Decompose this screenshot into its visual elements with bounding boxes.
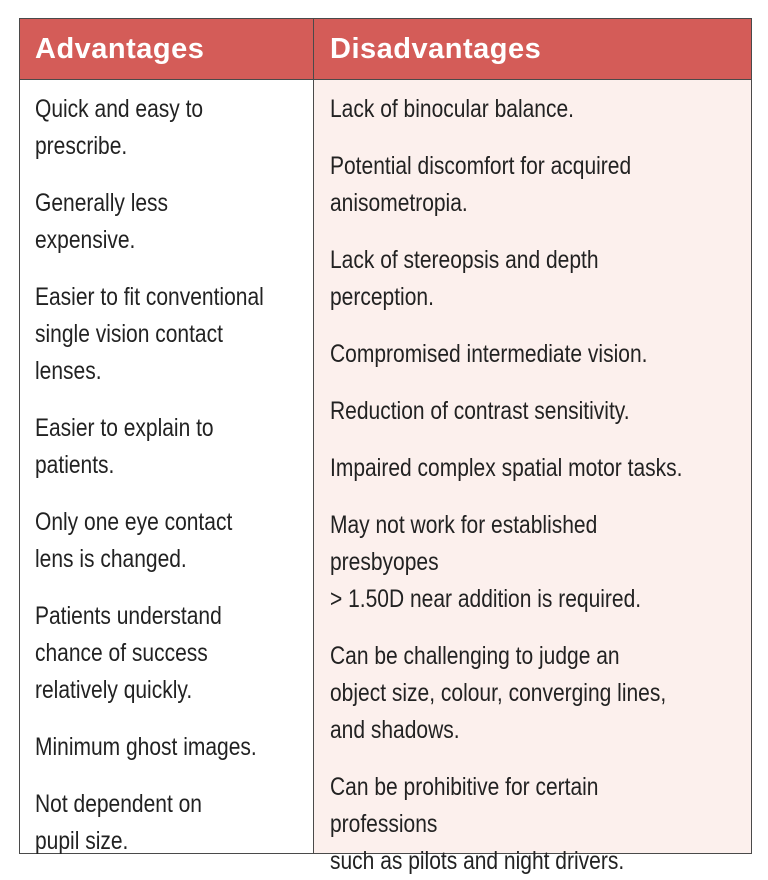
disadvantage-item: May not work for established presbyopes > 1.50D near addition is required. [330, 511, 642, 613]
advantage-item: Not dependent on pupil size. [35, 790, 202, 855]
advantages-column [20, 19, 314, 853]
disadvantage-item: Lack of stereopsis and depth perception. [330, 246, 599, 311]
disadvantage-item: Can be prohibitive for certain professions such as pilots and night drivers. [330, 773, 625, 875]
advantage-item: Only one eye contact lens is changed. [35, 508, 233, 573]
disadvantage-item: Can be challenging to judge an object size, colour, converging lines, and shadows. [330, 642, 667, 744]
disadvantage-item: Potential discomfort for acquired anisometropia. [330, 152, 632, 217]
disadvantages-heading: Disadvantages [314, 19, 751, 80]
comparison-table [19, 18, 752, 875]
advantage-item: Patients understand chance of success relatively quickly. [35, 602, 222, 704]
advantages-list [20, 80, 313, 860]
advantage-item: Quick and easy to prescribe. [35, 95, 204, 160]
disadvantage-item: Compromised intermediate vision. [330, 340, 648, 368]
advantage-item: Easier to explain to patients. [35, 414, 214, 479]
advantages-heading: Advantages [20, 19, 313, 80]
advantage-item: Easier to fit conventional single vision contact lenses. [35, 283, 264, 385]
disadvantage-item: Impaired complex spatial motor tasks. [330, 454, 683, 482]
disadvantage-item: Lack of binocular balance. [330, 95, 574, 123]
disadvantages-list [314, 80, 751, 880]
advantage-item: Generally less expensive. [35, 189, 169, 254]
disadvantage-item: Reduction of contrast sensitivity. [330, 397, 630, 425]
disadvantages-column [314, 19, 751, 875]
advantage-item: Minimum ghost images. [35, 733, 257, 761]
